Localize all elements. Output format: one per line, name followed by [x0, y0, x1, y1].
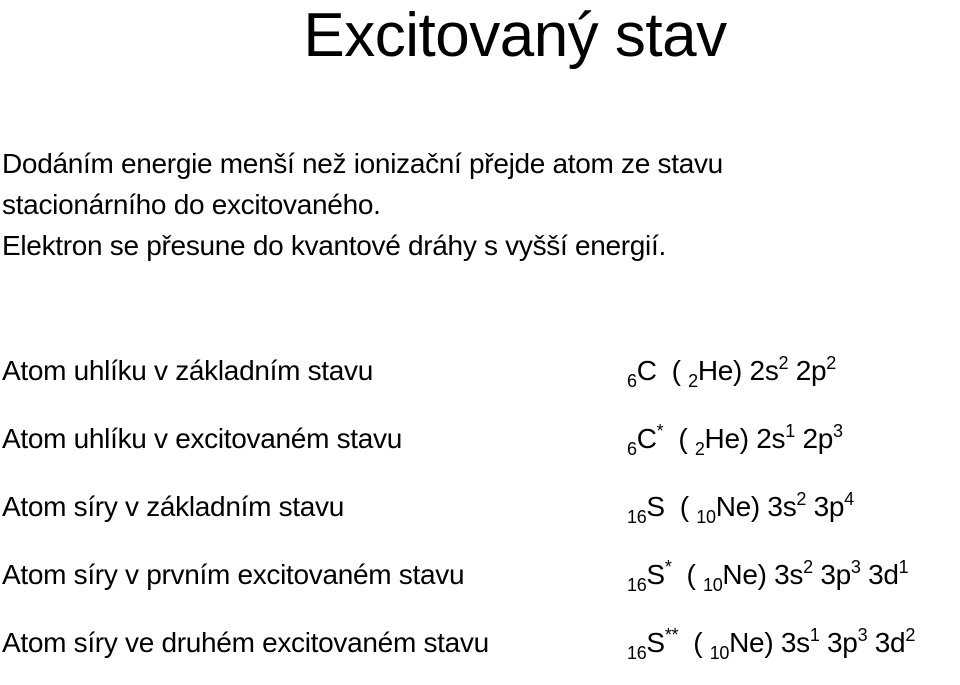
electron-count: 2: [796, 489, 807, 509]
orbital: 3p: [813, 491, 845, 522]
orbital: 3p: [820, 559, 851, 590]
configuration-row: [2, 345, 958, 413]
core-symbol: Ne: [722, 559, 758, 590]
electron-configuration: $_{16}$S** ( $_{10}$Ne) $3s^1$ $3p^3$ $3d^2$: [627, 625, 916, 663]
atom-state-label: Atom uhlíku v základním stavu: [2, 355, 374, 386]
core-atomic-number: 10: [709, 643, 730, 663]
orbital: 2s: [756, 423, 786, 454]
orbital: 3s: [774, 559, 804, 590]
excitation-mark: *: [656, 421, 664, 441]
orbital: 3s: [767, 491, 797, 522]
electron-configuration: $_{16}$S* ( $_{10}$Ne) $3s^2$ $3p^3$ $3d^1$: [627, 557, 909, 595]
electron-count: 2: [826, 353, 836, 373]
configuration-row: [2, 617, 958, 685]
atom-state-label: Atom uhlíku v excitovaném stavu: [2, 423, 402, 454]
electron-configuration: $_6$C* ( $_2$He) $2s^1$ $2p^3$: [627, 421, 843, 459]
core-symbol: Ne: [729, 627, 765, 658]
slide-title: Excitovaný stav: [303, 1, 727, 70]
intro-text: [2, 143, 952, 266]
electron-count: 1: [785, 421, 795, 441]
configuration-row: [2, 481, 958, 549]
element-symbol: S: [646, 627, 665, 658]
core-symbol: He: [697, 355, 734, 386]
intro-line: stacionárního do excitovaného.: [2, 189, 381, 220]
electron-count: 3: [833, 421, 843, 441]
core-symbol: He: [704, 423, 740, 454]
electron-count: 3: [857, 625, 868, 645]
atomic-number: 6: [627, 371, 637, 391]
orbital: 2p: [802, 423, 833, 454]
element-symbol: S: [646, 559, 665, 590]
orbital: 3p: [827, 627, 858, 658]
orbital: 3d: [868, 559, 899, 590]
atom-state-label: Atom síry v základním stavu: [2, 491, 345, 522]
element-symbol: C: [636, 423, 657, 454]
excitation-mark: **: [664, 625, 679, 645]
atomic-number: 16: [627, 643, 647, 663]
atom-state-label: Atom síry ve druhém excitovaném stavu: [2, 627, 489, 658]
orbital: 2p: [795, 355, 827, 386]
electron-count: 3: [850, 557, 861, 577]
orbital: 2s: [749, 355, 779, 386]
core-atomic-number: 2: [694, 439, 705, 459]
intro-line: Elektron se přesune do kvantové dráhy s vyšší energií.: [2, 230, 666, 261]
core-atomic-number: 10: [703, 575, 723, 595]
electron-configuration: $_{16}$S ( $_{10}$Ne) $3s^2$ $3p^4$: [627, 489, 854, 527]
element-symbol: S: [646, 491, 665, 522]
electron-count: 4: [844, 489, 854, 509]
orbital: 3d: [874, 627, 906, 658]
element-symbol: C: [636, 355, 657, 386]
core-atomic-number: 10: [696, 507, 716, 527]
excitation-mark: *: [664, 557, 672, 577]
electron-count: 2: [778, 353, 789, 373]
electron-count: 2: [803, 557, 813, 577]
configuration-row: [2, 549, 958, 617]
orbital: 3s: [780, 627, 810, 658]
intro-line: Dodáním energie menší než ionizační přejde atom ze stavu: [2, 148, 723, 179]
electron-count: 1: [809, 625, 820, 645]
atomic-number: 16: [627, 575, 647, 595]
electron-configuration: $_6$C ( $_2$He) $2s^2$ $2p^2$: [627, 353, 836, 391]
electron-count: 2: [905, 625, 916, 645]
configuration-row: [2, 413, 958, 481]
electron-count: 1: [898, 557, 909, 577]
atomic-number: 6: [627, 439, 637, 459]
core-symbol: Ne: [715, 491, 751, 522]
atomic-number: 16: [627, 507, 647, 527]
atom-state-label: Atom síry v prvním excitovaném stavu: [2, 559, 465, 590]
core-atomic-number: 2: [688, 371, 698, 391]
electron-configuration-list: [2, 345, 958, 685]
